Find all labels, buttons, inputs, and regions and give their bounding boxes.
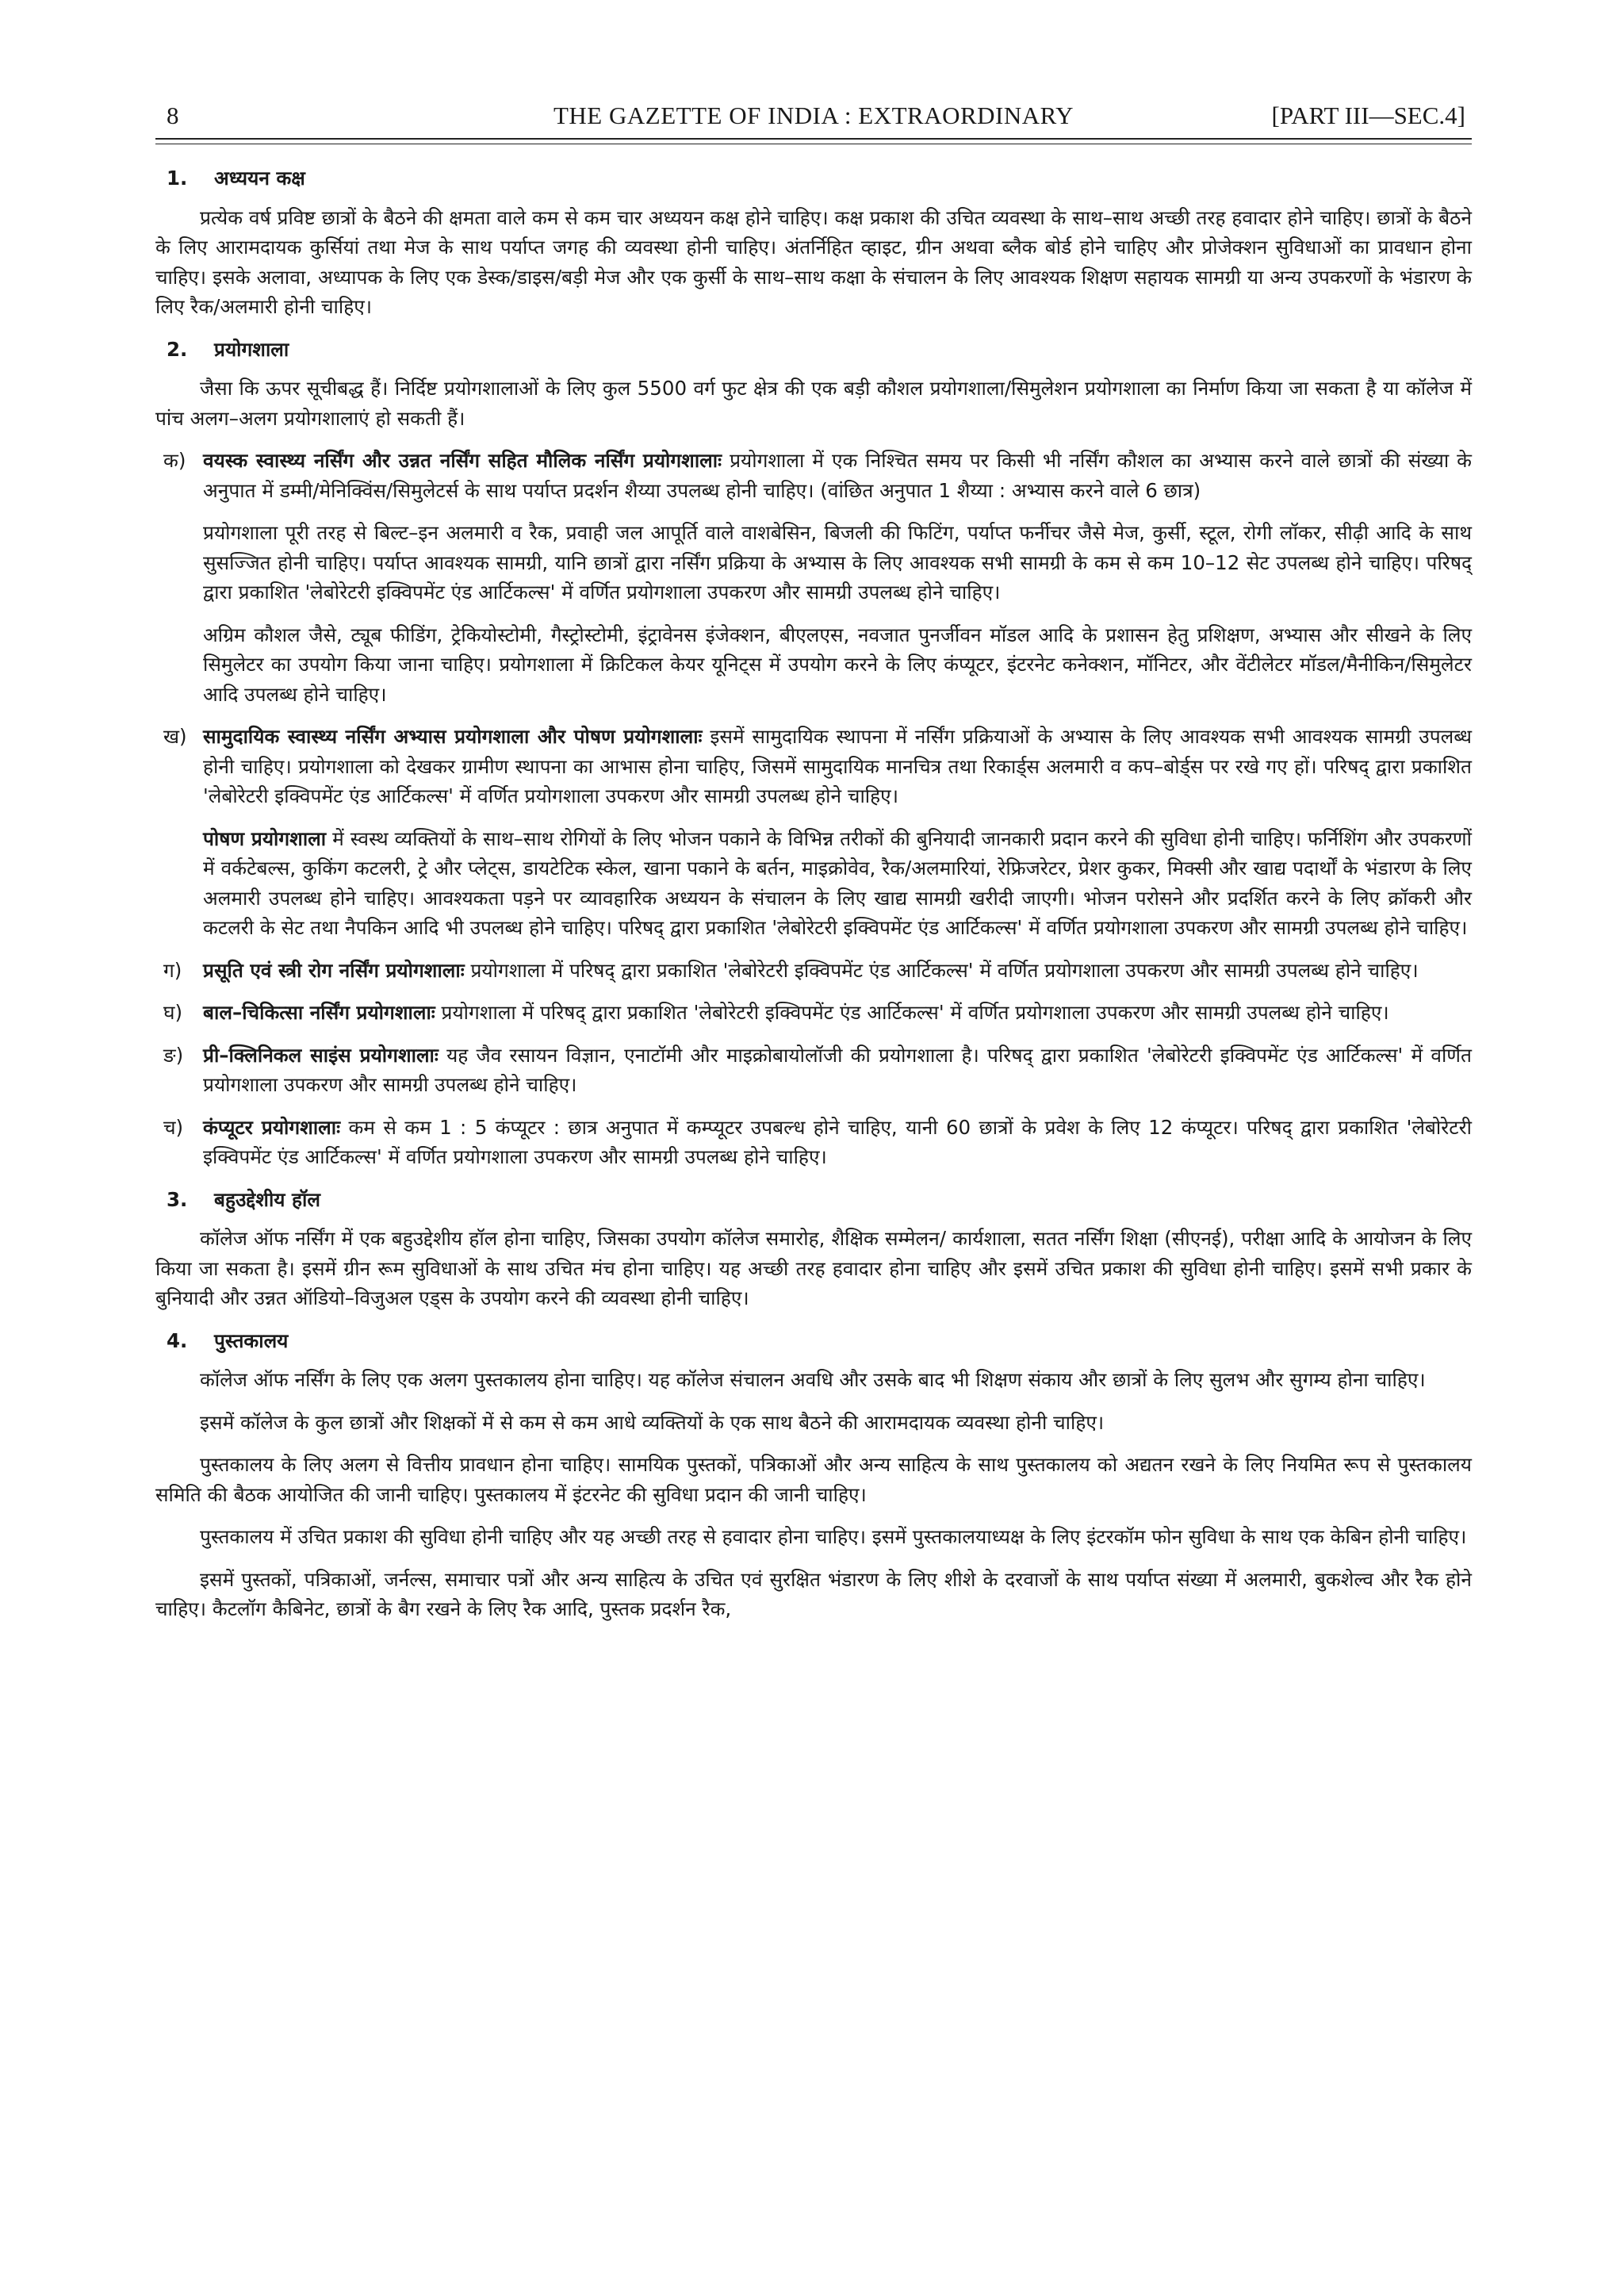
item-label: ङ) [163,1043,184,1067]
section-heading: 2. प्रयोगशाला [167,337,289,361]
item-label: क) [163,449,186,472]
paragraph: कॉलेज ऑफ नर्सिंग के लिए एक अलग पुस्तकालय होना चाहिए। यह कॉलेज संचालन अवधि और उसके बाद भी शिक्षण संकाय और छात्रों के लिए सुलभ और सुगम्य होना चाहिए। [200,1368,1426,1391]
section-heading: 1. अध्ययन कक्ष [167,167,305,190]
gazette-title: THE GAZETTE OF INDIA : EXTRAORDINARY [553,102,1074,129]
page-header [155,94,1472,138]
item-heading: प्री–क्लिनिकल साइंस प्रयोगशालाः [203,1043,439,1067]
item-label: घ) [163,1001,183,1024]
item-heading: कंप्यूटर प्रयोगशालाः [203,1115,341,1139]
item-heading: बाल–चिकित्सा नर्सिंग प्रयोगशालाः [203,1001,435,1024]
document-body [155,163,1472,1624]
item-text: प्रयोगशाला में परिषद् द्वारा प्रकाशित 'लेबोरेटरी इक्विपमेंट एंड आर्टिकल्स' में वर्णित प्रयोगशाला उपकरण और सामग्री उपलब्ध होने चाहिए। [464,958,1419,982]
paragraph: प्रयोगशाला पूरी तरह से बिल्ट–इन अलमारी व रैक, प्रवाही जल आपूर्ति वाले वाशबेसिन, बिजली की फिटिंग, पर्याप्त फर्नीचर जैसे मेज, कुर्सी, स्टूल, रोगी लॉकर, सीढ़ी आदि के साथ सुसज्जित होनी चाहिए। पर्याप्त आवश्यक सामग्री, यानि छात्रों द्वारा नर्सिंग प्रक्रिया के अभ्यास के लिए आवश्यक सभी सामग्री के कम से कम 10–12 सेट उपलब्ध होने चाहिए। परिषद् द्वारा प्रकाशित 'लेबोरेटरी इक्विपमेंट एंड आर्टिकल्स' में वर्णित प्रयोगशाला उपकरण और सामग्री उपलब्ध होने चाहिए। [203,521,1472,604]
item-text: प्रयोगशाला में एक निश्चित समय पर किसी भी नर्सिंग कौशल का अभ्यास करने वाले छात्रों की संख्या के अनुपात में डम्मी/मेनिक्विंस/सिमुलेटर्स के साथ पर्याप्त प्रदर्शन शैय्या उपलब्ध होनी चाहिए। (वांछित अनुपात 1 शैय्या : अभ्यास करने वाले 6 छात्र) [203,449,1472,502]
paragraph: पुस्तकालय के लिए अलग से वित्तीय प्रावधान होना चाहिए। सामयिक पुस्तकों, पत्रिकाओं और अन्य साहित्य के साथ पुस्तकालय को अद्यतन रखने के लिए नियमित रूप से पुस्तकालय समिति की बैठक आयोजित की जानी चाहिए। पुस्तकालय में इंटरनेट की सुविधा प्रदान की जानी चाहिए। [155,1453,1472,1506]
item-label: ग) [163,958,182,982]
list-item [155,722,1472,811]
paragraph: इसमें पुस्तकों, पत्रिकाओं, जर्नल्स, समाचार पत्रों और अन्य साहित्य के उचित एवं सुरक्षित भंडारण के लिए शीशे के दरवाजों के साथ पर्याप्त संख्या में अलमारी, बुकशेल्व और रैक होने चाहिए। कैटलॉग कैबिनेट, छात्रों के बैग रखने के लिए रैक आदि, पुस्तक प्रदर्शन रैक, [155,1567,1472,1620]
paragraph: इसमें कॉलेज के कुल छात्रों और शिक्षकों में से कम से कम आधे व्यक्तियों के एक साथ बैठने की आरामदायक व्यवस्था होनी चाहिए। [200,1410,1105,1434]
paragraph: जैसा कि ऊपर सूचीबद्ध हैं। निर्दिष्ट प्रयोगशालाओं के लिए कुल 5500 वर्ग फुट क्षेत्र की एक बड़ी कौशल प्रयोगशाला/सिमुलेशन प्रयोगशाला का निर्माण किया जा सकता है या कॉलेज में पांच अलग–अलग प्रयोगशालाएं हो सकती हैं। [155,377,1472,430]
item-text: इसमें सामुदायिक स्थापना में नर्सिंग प्रक्रियाओं के अभ्यास के लिए आवश्यक सभी आवश्यक सामग्री उपलब्ध होनी चाहिए। प्रयोगशाला को देखकर ग्रामीण स्थापना का आभास होना चाहिए, जिसमें सामुदायिक मानचित्र तथा रिकार्ड्स अलमारी व कप–बोर्ड्स पर रखे गए हों। परिषद् द्वारा प्रकाशित 'लेबोरेटरी इक्विपमेंट एंड आर्टिकल्स' में वर्णित प्रयोगशाला उपकरण और सामग्री उपलब्ध होने चाहिए। [203,725,1472,807]
section-heading: 4. पुस्तकालय [167,1328,289,1352]
item-text: कम से कम 1 : 5 कंप्यूटर : छात्र अनुपात में कम्प्यूटर उपबल्ध होने चाहिए, यानी 60 छात्रों के प्रवेश के लिए 12 कंप्यूटर। परिषद् द्वारा प्रकाशित 'लेबोरेटरी इक्विपमेंट एंड आर्टिकल्स' में वर्णित प्रयोगशाला उपकरण और सामग्री उपलब्ध होने चाहिए। [203,1115,1472,1168]
gazette-page [155,94,1472,1637]
part-section: [PART III—SEC.4] [1271,102,1465,129]
inline-heading: पोषण प्रयोगशाला [203,826,327,850]
list-item [155,1041,1472,1100]
item-text: यह जैव रसायन विज्ञान, एनाटॉमी और माइक्रोबायोलॉजी की प्रयोगशाला है। परिषद् द्वारा प्रकाशित 'लेबोरेटरी इक्विपमेंट एंड आर्टिकल्स' में वर्णित प्रयोगशाला उपकरण और सामग्री उपलब्ध होने चाहिए। [203,1043,1472,1096]
item-text: प्रयोगशाला में परिषद् द्वारा प्रकाशित 'लेबोरेटरी इक्विपमेंट एंड आर्टिकल्स' में वर्णित प्रयोगशाला उपकरण और सामग्री उपलब्ध होने चाहिए। [435,1001,1389,1024]
item-label: ख) [163,725,187,748]
item-label: च) [163,1115,184,1139]
list-item [155,1113,1472,1172]
item-heading: प्रसूति एवं स्त्री रोग नर्सिंग प्रयोगशालाः [203,958,465,982]
page-number: 8 [167,102,179,129]
header-rule [155,138,1472,140]
item-heading: वयस्क स्वास्थ्य नर्सिंग और उन्नत नर्सिंग सहित मौलिक नर्सिंग प्रयोगशालाः [203,449,722,472]
paragraph: पुस्तकालय में उचित प्रकाश की सुविधा होनी चाहिए और यह अच्छी तरह से हवादार होना चाहिए। इसमें पुस्तकालयाध्यक्ष के लिए इंटरकॉम फोन सुविधा के साथ एक केबिन होनी चाहिए। [200,1525,1467,1548]
paragraph: कॉलेज ऑफ नर्सिंग में एक बहुउद्देशीय हॉल होना चाहिए, जिसका उपयोग कॉलेज समारोह, शैक्षिक सम्मेलन/ कार्यशाला, सतत नर्सिंग शिक्षा (सीएनई), परीक्षा आदि के आयोजन के लिए किया जा सकता है। इसमें ग्रीन रूम सुविधाओं के साथ उचित मंच होना चाहिए। यह अच्छी तरह हवादार होना चाहिए और इसमें उचित प्रकाश की सुविधा होनी चाहिए। इसमें सभी प्रकार के बुनियादी और उन्नत ऑडियो–विजुअल एड्स के उपयोग करने की व्यवस्था होनी चाहिए। [155,1227,1472,1309]
section-heading: 3. बहुउद्देशीय हॉल [167,1187,320,1211]
list-item [155,446,1472,505]
item-heading: सामुदायिक स्वास्थ्य नर्सिंग अभ्यास प्रयोगशाला और पोषण प्रयोगशालाः [203,725,703,748]
paragraph: प्रत्येक वर्ष प्रविष्ट छात्रों के बैठने की क्षमता वाले कम से कम चार अध्ययन कक्ष होने चाहिए। कक्ष प्रकाश की उचित व्यवस्था के साथ–साथ अच्छी तरह हवादार होने चाहिए। छात्रों के बैठने के लिए आरामदायक कुर्सियां तथा मेज के साथ पर्याप्त जगह की व्यवस्था होनी चाहिए। अंतर्निहित व्हाइट, ग्रीन अथवा ब्लैक बोर्ड होने चाहिए और प्रोजेक्शन सुविधाओं का प्रावधान होना चाहिए। इसके अलावा, अध्यापक के लिए एक डेस्क/डाइस/बड़ी मेज और एक कुर्सी के साथ–साथ कक्षा के संचालन के लिए आवश्यक शिक्षण सहायक सामग्री या अन्य उपकरणों के भंडारण के लिए रैक/अलमारी होनी चाहिए। [155,205,1472,318]
paragraph: अग्रिम कौशल जैसे, ट्यूब फीडिंग, ट्रेकियोस्टोमी, गैस्ट्रोस्टोमी, इंट्रावेनस इंजेक्शन, बीएलएस, नवजात पुनर्जीवन मॉडल आदि के प्रशासन हेतु प्रशिक्षण, अभ्यास और सीखने के लिए सिमुलेटर का उपयोग किया जाना चाहिए। प्रयोगशाला में क्रिटिकल केयर यूनिट्स में उपयोग करने के लिए कंप्यूटर, इंटरनेट कनेक्शन, मॉनिटर, और वेंटीलेटर मॉडल/मैनीकिन/सिमुलेटर आदि उपलब्ध होने चाहिए। [203,623,1472,706]
list-item [155,956,1472,986]
paragraph: पोषण प्रयोगशाला में स्वस्थ व्यक्तियों के साथ–साथ रोगियों के लिए भोजन पकाने के विभिन्न तरीकों की बुनियादी जानकारी प्रदान करने की सुविधा होनी चाहिए। फर्निशिंग और उपकरणों में वर्कटेबल्स, कुकिंग कटलरी, ट्रे और प्लेट्स, डायटेटिक स्केल, खाना पकाने के बर्तन, माइक्रोवेव, रैक/अलमारियां, रेफ्रिजरेटर, प्रेशर कुकर, मिक्सी और खाद्य पदार्थों के भंडारण के लिए अलमारी उपलब्ध होने चाहिए। आवश्यकता पड़ने पर व्यावहारिक अध्ययन के संचालन के लिए खाद्य सामग्री खरीदी जाएगी। भोजन परोसने और प्रदर्शित करने के लिए क्रॉकरी और कटलरी के सेट तथा नैपकिन आदि भी उपलब्ध होने चाहिए। परिषद् द्वारा प्रकाशित 'लेबोरेटरी इक्विपमेंट एंड आर्टिकल्स' में वर्णित प्रयोगशाला उपकरण और सामग्री उपलब्ध होने चाहिए। [203,826,1472,939]
list-item [155,998,1472,1028]
